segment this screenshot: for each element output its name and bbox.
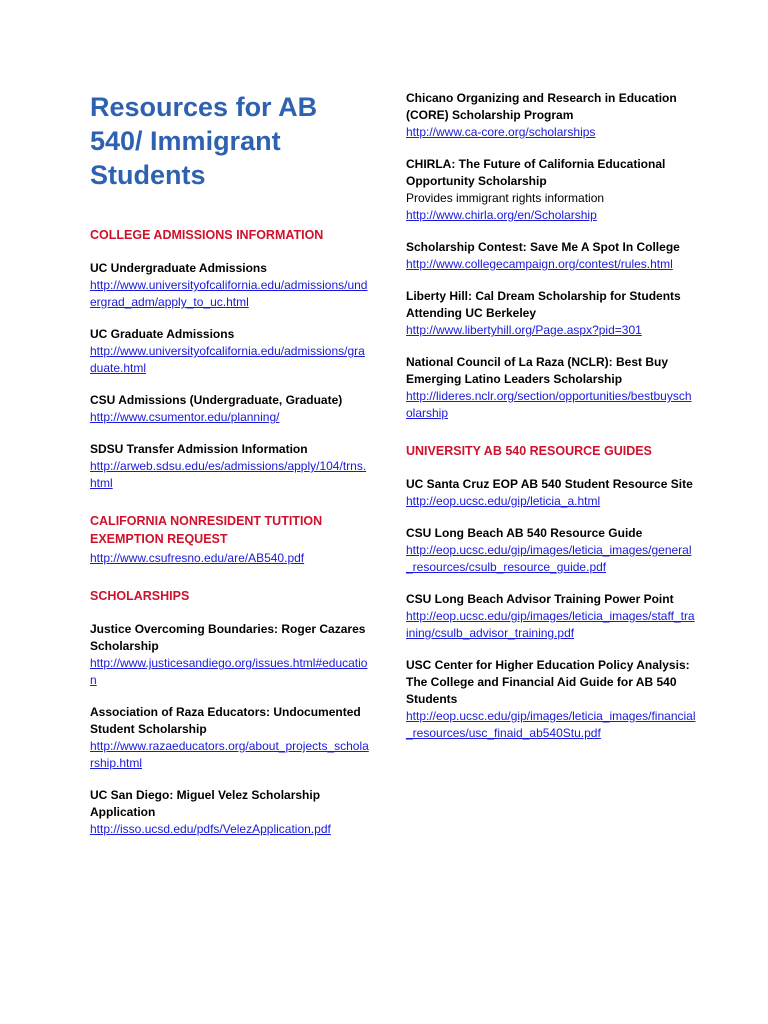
resource-entry bbox=[90, 550, 370, 567]
right-column bbox=[406, 90, 696, 762]
resource-link[interactable]: http://www.ca-core.org/scholarships bbox=[406, 125, 596, 139]
resource-title: UC Graduate Admissions bbox=[90, 327, 235, 341]
resource-title: UC San Diego: Miguel Velez Scholarship Application bbox=[90, 788, 321, 819]
resource-link[interactable]: http://eop.ucsc.edu/gip/leticia_a.html bbox=[406, 494, 601, 508]
resource-entry bbox=[90, 260, 370, 311]
section-heading: SCHOLARSHIPS bbox=[90, 589, 190, 603]
resource-entry bbox=[406, 591, 696, 642]
resource-entry bbox=[90, 704, 370, 772]
left-column bbox=[90, 90, 370, 858]
resource-title: CSU Long Beach Advisor Training Power Point bbox=[406, 592, 674, 606]
resource-entry bbox=[406, 156, 696, 224]
page-title: Resources for AB 540/ Immigrant Students bbox=[90, 92, 318, 190]
resource-link[interactable]: http://eop.ucsc.edu/gip/images/leticia_images/staff_training/csulb_advisor_training.pdf bbox=[406, 609, 695, 640]
resource-title: CSU Admissions (Undergraduate, Graduate) bbox=[90, 393, 343, 407]
resource-entry bbox=[406, 354, 696, 422]
resource-entry bbox=[406, 288, 696, 339]
resource-title: Association of Raza Educators: Undocumented Student Scholarship bbox=[90, 705, 361, 736]
resource-entry bbox=[90, 787, 370, 838]
resource-title: Chicano Organizing and Research in Education (CORE) Scholarship Program bbox=[406, 91, 677, 122]
resource-title: CHIRLA: The Future of California Educational Opportunity Scholarship bbox=[406, 157, 666, 188]
resource-title: National Council of La Raza (NCLR): Best Buy Emerging Latino Leaders Scholarship bbox=[406, 355, 669, 386]
resource-entry bbox=[406, 657, 696, 742]
resource-link[interactable]: http://www.chirla.org/en/Scholarship bbox=[406, 208, 597, 222]
resource-entry bbox=[406, 476, 696, 510]
resource-entry bbox=[406, 90, 696, 141]
resource-link[interactable]: http://eop.ucsc.edu/gip/images/leticia_images/general_resources/csulb_resource_guide.pdf bbox=[406, 543, 692, 574]
resource-link[interactable]: http://www.universityofcalifornia.edu/admissions/graduate.html bbox=[90, 344, 365, 375]
resource-link[interactable]: http://www.justicesandiego.org/issues.html#education bbox=[90, 656, 368, 687]
resource-link[interactable]: http://eop.ucsc.edu/gip/images/leticia_images/financial_resources/usc_finaid_ab540Stu.pdf bbox=[406, 709, 696, 740]
section-heading: COLLEGE ADMISSIONS INFORMATION bbox=[90, 228, 324, 242]
section-heading: UNIVERSITY AB 540 RESOURCE GUIDES bbox=[406, 444, 652, 458]
resource-title: CSU Long Beach AB 540 Resource Guide bbox=[406, 526, 643, 540]
resource-entry bbox=[90, 392, 370, 426]
resource-entry bbox=[90, 441, 370, 492]
resource-link[interactable]: http://www.universityofcalifornia.edu/admissions/undergrad_adm/apply_to_uc.html bbox=[90, 278, 368, 309]
resource-title: SDSU Transfer Admission Information bbox=[90, 442, 308, 456]
section-tuition-exemption bbox=[90, 512, 370, 567]
resource-link[interactable]: http://www.libertyhill.org/Page.aspx?pid=301 bbox=[406, 323, 642, 337]
resource-link[interactable]: http://isso.ucsd.edu/pdfs/VelezApplication.pdf bbox=[90, 822, 331, 836]
section-scholarships bbox=[90, 587, 370, 838]
resource-title: USC Center for Higher Education Policy Analysis: The College and Financial Aid Guide for AB 540 Students bbox=[406, 658, 690, 706]
resource-title: UC Undergraduate Admissions bbox=[90, 261, 267, 275]
resource-link[interactable]: http://www.csumentor.edu/planning/ bbox=[90, 410, 280, 424]
resource-link[interactable]: http://www.csufresno.edu/are/AB540.pdf bbox=[90, 551, 305, 565]
resource-entry bbox=[90, 621, 370, 689]
resource-title: UC Santa Cruz EOP AB 540 Student Resource Site bbox=[406, 477, 693, 491]
section-resource-guides bbox=[406, 442, 696, 742]
resource-entry bbox=[90, 326, 370, 377]
section-college-admissions bbox=[90, 226, 370, 492]
resource-link[interactable]: http://arweb.sdsu.edu/es/admissions/apply/104/trns.html bbox=[90, 459, 367, 490]
section-heading: CALIFORNIA NONRESIDENT TUTITION EXEMPTION REQUEST bbox=[90, 514, 323, 546]
resource-entry bbox=[406, 239, 696, 273]
resource-link[interactable]: http://lideres.nclr.org/section/opportunities/bestbuyscholarship bbox=[406, 389, 692, 420]
resource-note: Provides immigrant rights information bbox=[406, 191, 605, 205]
resource-title: Justice Overcoming Boundaries: Roger Cazares Scholarship bbox=[90, 622, 366, 653]
resource-entry bbox=[406, 525, 696, 576]
section-scholarships-continued bbox=[406, 90, 696, 422]
resource-link[interactable]: http://www.razaeducators.org/about_projects_scholarship.html bbox=[90, 739, 369, 770]
resource-title: Scholarship Contest: Save Me A Spot In College bbox=[406, 240, 680, 254]
resource-link[interactable]: http://www.collegecampaign.org/contest/rules.html bbox=[406, 257, 673, 271]
resource-title: Liberty Hill: Cal Dream Scholarship for Students Attending UC Berkeley bbox=[406, 289, 681, 320]
